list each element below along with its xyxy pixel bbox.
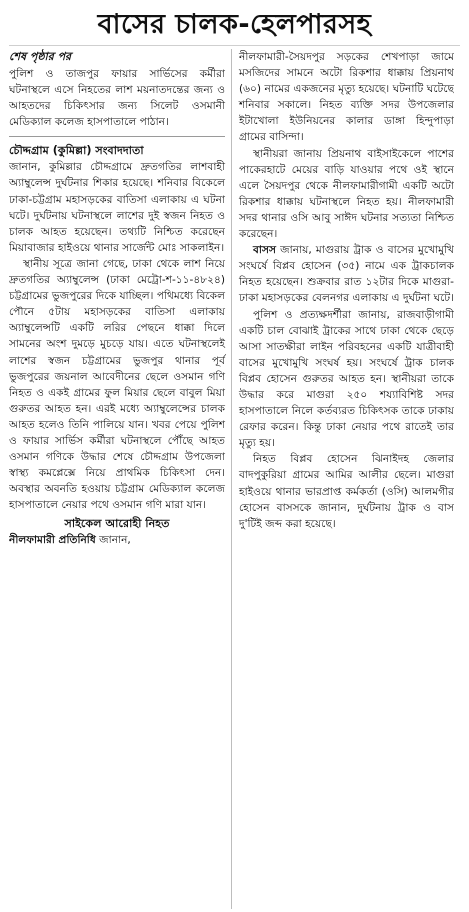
paragraph: স্থানীয় সূত্রে জানা গেছে, ঢাকা থেকে লাশ নিয়ে দ্রুতগতির অ্যাম্বুলেন্স (ঢাকা মেট্রো-শ-১১-৪৮২৪) চট্টগ্রামের ভুজপুরের দিকে যাচ্ছিল। পথিমধ্যে বিকেল পৌনে ৫টায় মহাসড়কের বাতিসা এলাকায় অ্যাম্বুলেন্সটি একটি লরির পেছনে ধাক্কা দিলে সামনের অংশ দুমড়ে মুচড়ে যায়। এতে ঘটনাস্থলেই লাশের স্বজন চট্টগ্রামের ভুজপুর থানার পূর্ব ভুজপুরের জয়নাল আবেদীনের ছেলে ওসমান গণি নিহত ও একই গ্রামের ফুল মিয়ার ছেলে বাবুল মিয়া গুরুতর আহত হন। এরই মধ্যে অ্যাম্বুলেন্সের চালক আহত হলেও তিনি পালিয়ে যান। খবর পেয়ে পুলিশ ও ফায়ার সার্ভিস কর্মীরা ঘটনাস্থলে পৌঁছে আহত ওসমান গণিকে উদ্ধার শেষে চৌদ্দগ্রাম উপজেলা স্বাস্থ্য কমপ্লেক্সে নিয়ে প্রাথমিক চিকিৎসা দেন। অবস্থার অবনতি হওয়ায় চট্টগ্রাম মেডিক্যাল কলেজ হাসপাতালে নেয়ার পথে ওসমান গণি মারা যান। (9, 257, 225, 512)
byline: নীলফামারী প্রতিনিধি (9, 534, 96, 547)
agency-name: বাসস (253, 244, 276, 257)
paragraph: স্থানীয়রা জানায় প্রিয়নাথ বাইসাইকেলে পাশের পাকেরহাটে মেয়ের বাড়ি যাওয়ার পথে ওই স্থানে এলে সৈয়দপুর থেকে নীলফামারীগামী একটি অটো রিকশার ধাক্কায় ঘটনাস্থলে নিহত হয়। নীলফামারী সদর থানার ওসি আবু সাঈদ ঘটনার সত্যতা নিশ্চিত করেছেন। (239, 147, 454, 241)
paragraph: পুলিশ ও তাজপুর ফায়ার সার্ভিসের কর্মীরা ঘটনাস্থলে এসে নিহতের লাশ ময়নাতদন্তের জন্য ও আহতদের চিকিৎসার জন্য সিলেট ওসমানী মেডিক্যাল কলেজ হাসপাতালে পাঠান। (9, 68, 225, 129)
article-columns (9, 49, 460, 909)
left-column (9, 49, 231, 909)
paragraph-text: জানান, (95, 534, 131, 547)
paragraph: জানান, কুমিল্লার চৌদ্দগ্রামে দ্রুতগতির লাশবাহী অ্যাম্বুলেন্স দুর্ঘটনার শিকার হয়েছে। শনিবার বিকেলে ঢাকা-চট্টগ্রাম মহাসড়কের বাতিসা এলাকায় এ ঘটনা ঘটে। দুর্ঘটনায় ঘটনাস্থলে লাশের দুই স্বজন নিহত ও চালক আহত হয়েছেন। তথ্যটি নিশ্চিত করেছেন মিয়াবাজার হাইওয়ে থানার সার্জেন্ট মোঃ সাকলাইন। (9, 161, 225, 254)
paragraph: নিহত বিপ্লব হোসেন ঝিনাইদহ জেলার বাদপুকুরিয়া গ্রামের আমির আলীর ছেলে। মাগুরা হাইওয়ে থানার ভারপ্রাপ্ত কর্মকর্তা (ওসি) আলমগীর হোসেন বাসসকে জানান, দুর্ঘটনায় ট্রাক ও বাস দু'টিই জব্দ করা হয়েছে। (239, 453, 454, 530)
paragraph-text: জানায়, মাগুরায় ট্রাক ও বাসের মুখোমুখি সংঘর্ষে বিপ্লব হোসেন (৩৫) নামে এক ট্রাকচালক নিহত হয়েছেন। শুক্রবার রাত ১২টার দিকে মাগুরা-ঢাকা মহাসড়কের বেলনগর এলাকায় এ দুর্ঘটনা ঘটে। (239, 244, 454, 305)
paragraph (9, 532, 225, 548)
paragraph (239, 242, 454, 306)
section-divider (9, 136, 225, 137)
paragraph: পুলিশ ও প্রত্যক্ষদর্শীরা জানায়, রাজবাড়ীগামী একটি চাল বোঝাই ট্রাকের সাথে ঢাকা থেকে ছেড়ে আসা সাতক্ষীরা লাইন পরিবহনের একটি যাত্রীবাহী বাসের মুখোমুখি সংঘর্ষ হয়। সংঘর্ষে ট্রাক চালক বিপ্লব হোসেন গুরুতর আহত হন। স্থানীয়রা তাকে উদ্ধার করে মাগুরা ২৫০ শয্যাবিশিষ্ট সদর হাসপাতালে নিলে কর্তব্যরত চিকিৎসক তাকে ঢাকায় রেফার করেন। কিন্তু ঢাকা নেয়ার পথে রাতেই তার মৃত্যু হয়। (239, 308, 454, 450)
subheading: সাইকেল আরোহী নিহত (64, 517, 170, 531)
paragraph: নীলফামারী-সৈয়দপুর সড়কের শেখপাড়া জামে মসজিদের সামনে অটো রিকশার ধাক্কায় প্রিয়নাথ (৬০) নামের একজনের মৃত্যু হয়েছে। ঘটনাটি ঘটেছে শনিবার সকালে। নিহত ব্যক্তি সদর উপজেলার ইটাখোলা ইউনিয়নের কালার ডাঙ্গা হিন্দুপাড়া গ্রামের বাসিন্দা। (239, 51, 454, 144)
continued-label: শেষ পৃষ্ঠার পর (9, 50, 72, 63)
right-column (232, 49, 454, 909)
dateline: চৌদ্দগ্রাম (কুমিল্লা) সংবাদদাতা (9, 144, 144, 158)
headline: বাসের চালক-হেলপারসহ (9, 6, 460, 46)
